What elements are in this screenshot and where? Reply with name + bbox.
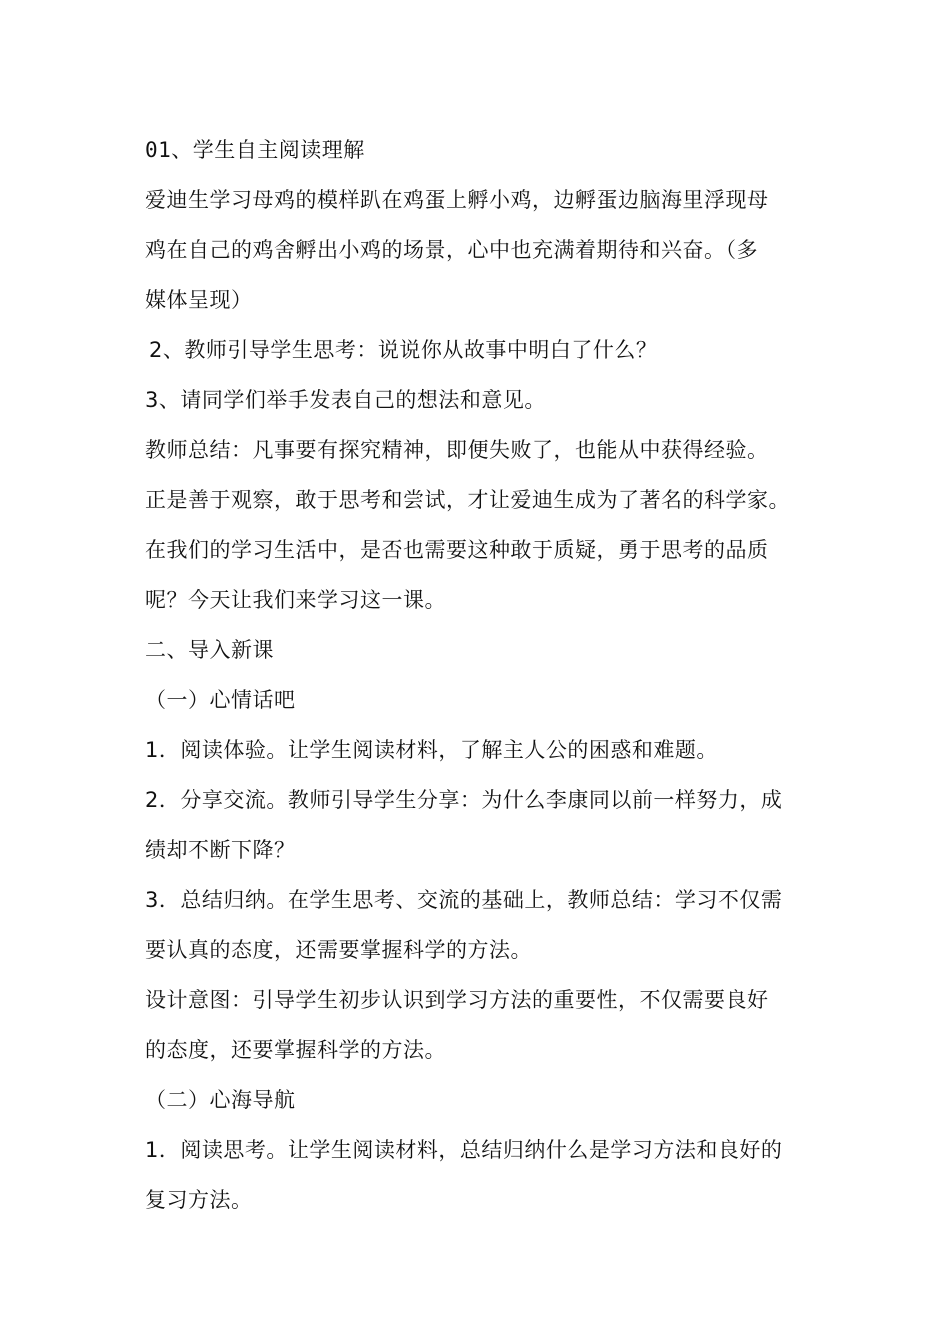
list-item: 1．阅读体验。让学生阅读材料，了解主人公的困惑和难题。 [145,738,718,762]
design-intent-line: 设计意图：引导学生初步认识到学习方法的重要性，不仅需要良好 [145,988,769,1012]
section-heading-new-lesson: 二、导入新课 [145,638,274,662]
subsection-heading: （一）心情话吧 [145,688,296,712]
step-item-3: 3、请同学们举手发表自己的想法和意见。 [145,388,546,412]
paragraph-line: 鸡在自己的鸡舍孵出小鸡的场景，心中也充满着期待和兴奋。（多 [145,238,758,262]
section-heading-01: 01、学生自主阅读理解 [145,138,365,162]
paragraph-line: 爱迪生学习母鸡的模样趴在鸡蛋上孵小鸡，边孵蛋边脑海里浮现母 [145,188,769,212]
design-intent-line: 的态度，还要掌握科学的方法。 [145,1038,446,1062]
list-item-continuation: 要认真的态度，还需要掌握科学的方法。 [145,938,532,962]
paragraph-line: 正是善于观察，敢于思考和尝试，才让爱迪生成为了著名的科学家。 [145,488,790,512]
list-item: 2．分享交流。教师引导学生分享：为什么李康同以前一样努力，成 [145,788,783,812]
paragraph-line: 在我们的学习生活中，是否也需要这种敢于质疑，勇于思考的品质 [145,538,769,562]
list-item: 3．总结归纳。在学生思考、交流的基础上，教师总结：学习不仅需 [145,888,783,912]
list-item: 1．阅读思考。让学生阅读材料，总结归纳什么是学习方法和良好的 [145,1138,783,1162]
paragraph-line: 教师总结：凡事要有探究精神，即便失败了，也能从中获得经验。 [145,438,769,462]
step-item-2: 2、教师引导学生思考：说说你从故事中明白了什么？ [149,338,658,362]
subsection-heading: （二）心海导航 [145,1088,296,1112]
paragraph-line: 呢？今天让我们来学习这一课。 [145,588,446,612]
list-item-continuation: 复习方法。 [145,1188,253,1212]
paragraph-line: 媒体呈现） [145,288,253,312]
list-item-continuation: 绩却不断下降？ [145,838,296,862]
